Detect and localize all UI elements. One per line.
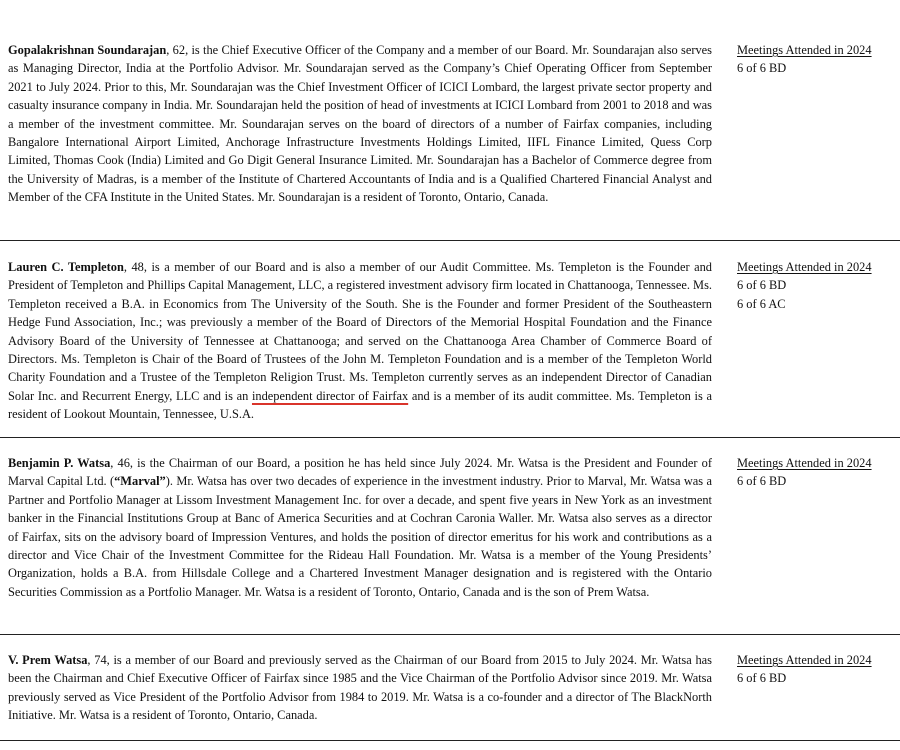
director-bio (8, 41, 712, 207)
meetings-heading: Meetings Attended in 2024 (737, 653, 872, 667)
meetings-value: 6 of 6 BD (737, 671, 787, 686)
director-bio-text: , 62, is the Chief Executive Officer of the Company and a member of our Board. Mr. Soundarajan also serves as Managing Director, India at the Portfolio Advisor. Mr. Soundarajan served as the Company’s Chief Operating Officer from September 2021 to July 2024. Prior to this, Mr. Soundarajan was the Chief Investment Officer of ICICI Lombard, the largest private sector property and casualty insurance company in India. Mr. Soundarajan held the position of head of investments at ICICI Lombard from 2001 to 2018 and was a member of the investment committee. Mr. Soundarajan serves on the board of directors of a number of Fairfax companies, including Bangalore International Airport Limited, Anchorage Infrastructure Investments Holdings Limited, IIFL Finance Limited, Quess Corp Limited, Thomas Cook (India) Limited and Go Digit General Insurance Limited. Mr. Soundarajan has a Bachelor of Commerce degree from the University of Madras, is a member of the Institute of Chartered Accountants of India and is a Qualified Chartered Financial Analyst and Member of the CFA Institute in the United States. Mr. Soundarajan is a resident of Toronto, Ontario, Canada. (8, 43, 713, 205)
meetings-value: 6 of 6 BD (737, 474, 787, 489)
director-section-soundarajan (8, 41, 900, 207)
section-divider (0, 437, 900, 438)
meetings-attended (737, 258, 872, 313)
director-section-prem-watsa (8, 651, 900, 725)
defined-term: “Marval” (114, 474, 166, 489)
section-divider (0, 740, 900, 741)
director-name: Benjamin P. Watsa (8, 456, 111, 470)
meetings-value: 6 of 6 BD (737, 278, 787, 293)
director-bio-text-end: ). Mr. Watsa has over two decades of experience in the investment industry. Prior to Marval, Mr. Watsa was a Partner and Portfolio Manager at Lissom Investment Management Inc. for over a decade, and spent five years in New York as an investment banker in the Financial Institutions Group at Banc of America Securities and at Cochran Caronia Waller. Mr. Watsa also serves as a director of Fairfax, sits on the advisory board of Impression Ventures, and holds the position of director emeritus for his work and contributions as a director and Vice Chair of the Investment Committee for the Rideau Hall Foundation. Mr. Watsa is a member of the Young Presidents’ Organization, holds a B.A. from Hillsdale College and a Chartered Investment Manager designation and is registered with the Ontario Securities Commission as a Portfolio Manager. Mr. Watsa is a resident of Toronto, Ontario, Canada and is the son of Prem Watsa. (8, 474, 712, 599)
meetings-heading: Meetings Attended in 2024 (737, 260, 872, 274)
director-section-benjamin-watsa (8, 454, 900, 601)
meetings-value: 6 of 6 AC (737, 296, 786, 311)
director-bio-text: , 48, is a member of our Board and is also a member of our Audit Committee. Ms. Templeton is the Founder and President of Templeton and Phillips Capital Management, LLC, a registered investment advisory firm located in Chattanooga, Tennessee. Ms. Templeton received a B.A. in Economics from The University of the South. She is the Founder and former President of the Southeastern Hedge Fund Association, Inc.; was previously a member of the Board of Directors of the Memorial Hospital Foundation and the Finance Advisory Board of the University of Tennessee at Chattanooga; and served on the Chattanooga Area Chamber of Commerce Board of Directors. Ms. Templeton is Chair of the Board of Trustees of the John M. Templeton Foundation and is a member of the Templeton World Charity Foundation and a Trustee of the Templeton Religion Trust. Ms. Templeton currently serves as an independent Director of Canadian Solar Inc. and Recurrent Energy, LLC and is an (8, 260, 713, 403)
section-divider (0, 240, 900, 241)
meetings-attended (737, 454, 872, 491)
meetings-attended (737, 651, 872, 688)
meetings-attended (737, 41, 872, 78)
director-section-templeton (8, 258, 900, 424)
director-bio-text-end: and is a member of its audit committee. Ms. Templeton is a resident of Lookout Mountain, Tennessee, U.S.A. (8, 388, 712, 422)
director-name: V. Prem Watsa (8, 653, 88, 667)
highlighted-phrase: independent director of Fairfax (251, 388, 409, 403)
section-divider (0, 634, 900, 635)
director-name: Lauren C. Templeton (8, 260, 124, 274)
director-name: Gopalakrishnan Soundarajan (8, 43, 167, 57)
director-bio-text: , 74, is a member of our Board and previously served as the Chairman of our Board from 2015 to July 2024. Mr. Watsa has been the Chairman and Chief Executive Officer of Fairfax since 1985 and the Vice Chairman of the Portfolio Advisor since 2019. Mr. Watsa previously served as Vice President of the Portfolio Advisor from 1984 to 2019. Mr. Watsa is a co-founder and a director of The BlackNorth Initiative. Mr. Watsa is a resident of Toronto, Ontario, Canada. (8, 653, 712, 723)
director-bio-text: , 46, is the Chairman of our Board, a position he has held since July 2024. Mr. Watsa is the President and Founder of Marval Capital Ltd. ( (8, 456, 712, 489)
meetings-heading: Meetings Attended in 2024 (737, 43, 872, 57)
meetings-value: 6 of 6 BD (737, 61, 787, 76)
director-bio (8, 651, 712, 725)
meetings-heading: Meetings Attended in 2024 (737, 456, 872, 470)
director-bio (8, 454, 712, 601)
director-bio (8, 258, 712, 424)
